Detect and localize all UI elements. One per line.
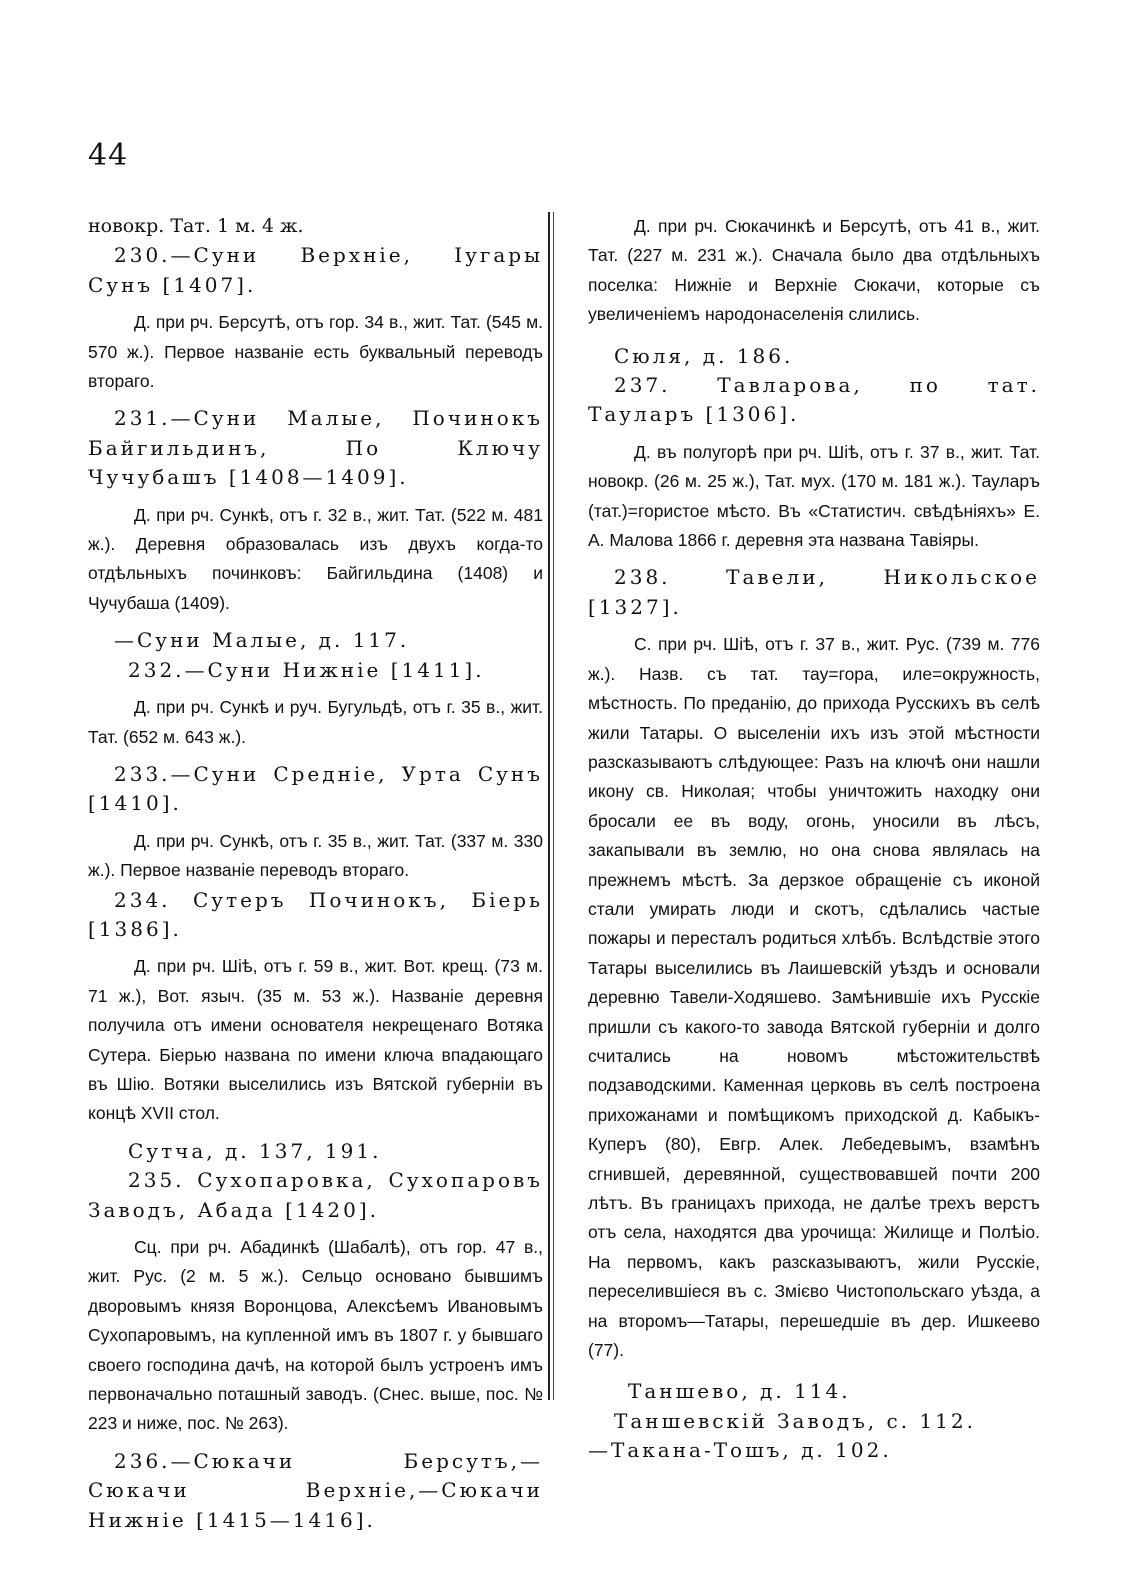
entry-233-heading: 233.—Суни Средніе, Урта Сунъ [1410]. bbox=[88, 761, 543, 816]
left-column bbox=[88, 212, 543, 1535]
entry-230-heading: 230.—Суни Верхніе, Іугары Сунъ [1407]. bbox=[88, 243, 543, 297]
entry-238-heading: 238. Тавели, Никольское [1327]. bbox=[588, 565, 1040, 619]
entry-231-body: Д. при рч. Сункѣ, отъ г. 32 в., жит. Тат. (522 м. 481 ж.). Деревня образовалась изъ двухъ когда-то отдѣльныхъ починковъ: Байгильдина (1408) и Чучубаша (1409). bbox=[88, 504, 543, 613]
column-divider bbox=[548, 212, 550, 1400]
reference-tashevskii-zavod: Таншевскій Заводъ, с. 112. bbox=[614, 1408, 976, 1433]
reference-sutcha: Сутча, д. 137, 191. bbox=[128, 1138, 382, 1163]
entry-231-heading: 231.—Суни Малые, Починокъ Байгильдинъ, По Ключу Чучубашъ [1408—1409]. bbox=[88, 406, 543, 490]
reference-takana-tosh: —Такана-Тошъ, д. 102. bbox=[588, 1438, 892, 1463]
entry-238-body: С. при рч. Шіѣ, отъ г. 37 в., жит. Рус. (739 м. 776 ж.). Назв. съ тат. тау=гора, иле=окружность, мѣстность. По преданію, до прихода Русскихъ въ селѣ жили Татары. О выселеніи ихъ изъ этой мѣстности разсказываютъ слѣдующее: Разъ на ключѣ они нашли икону св. Николая; чтобы уничтожить находку они бросали ее въ воду, огонь, уносили въ лѣсъ, закапывали въ землю, но она снова являлась на прежнемъ мѣстѣ. За дерзкое обращеніе съ иконой стали умирать люди и скотъ, сдѣлались частые пожары и пересталъ родиться хлѣбъ. Вслѣдствіе этого Татары выселились въ Лаишевскій уѣздъ и основали деревню Тавели-Ходяшево. Замѣнившіе ихъ Русскіе пришли съ какого-то завода Вятской губерніи и долго считались на новомъ мѣстожительствѣ подзаводскими. Каменная церковь въ селѣ построена прихожанами и помѣщикомъ приходской д. Кабыкъ-Куперъ (80), Евгр. Алек. Лебедевымъ, взамѣнъ сгнившей, деревянной, существовавшей почти 200 лѣтъ. Въ границахъ прихода, не далѣе трехъ верстъ отъ села, находятся два урочища: Жилище и Полѣіо. На первомъ, какъ разсказываютъ, жили Русскіе, переселившіеся въ с. Змієво Чистопольскаго уѣзда, а на второмъ—Татары, перешедшіе въ дер. Ишкеево (77). bbox=[588, 634, 1040, 1361]
entry-236-body: Д. при рч. Сюкачинкѣ и Берсутѣ, отъ 41 в., жит. Тат. (227 м. 231 ж.). Сначала было два отдѣльныхъ поселка: Нижніе и Верхніе Сюкачи, которые съ увеличеніемъ народонаселенія слились. bbox=[588, 216, 1040, 325]
page-number: 44 bbox=[88, 138, 129, 173]
reference-siulia: Сюля, д. 186. bbox=[614, 343, 794, 368]
right-column bbox=[588, 212, 1040, 1466]
entry-236-heading: 236.—Сюкачи Берсутъ,—Сюкачи Верхніе,—Сюкачи Нижніе [1415—1416]. bbox=[88, 1448, 543, 1532]
reference-tashevo: Таншево, д. 114. bbox=[628, 1379, 851, 1404]
entry-234-body: Д. при рч. Шіѣ, отъ г. 59 в., жит. Вот. крещ. (73 м. 71 ж.), Вот. языч. (35 м. 53 ж.). Названіе деревня получила отъ имени основателя некрещенаго Вотяка Сутера. Біерью названа по имени ключа впадающаго въ Шію. Вотяки выселились изъ Вятской губерніи въ концѣ XVII стол. bbox=[88, 956, 543, 1124]
entry-tail-line: новокр. Тат. 1 м. 4 ж. bbox=[88, 215, 304, 237]
reference-suni-malye: —Суни Малые, д. 117. bbox=[114, 628, 410, 653]
entry-233-body: Д. при рч. Сункѣ, отъ г. 35 в., жит. Тат. (337 м. 330 ж.). Первое названіе переводъ втораго. bbox=[88, 830, 543, 881]
entry-232-body: Д. при рч. Сункѣ и руч. Бугульдѣ, отъ г. 35 в., жит. Тат. (652 м. 643 ж.). bbox=[88, 697, 543, 747]
entry-237-body: Д. въ полугорѣ при рч. Шіѣ, отъ г. 37 в., жит. Тат. новокр. (26 м. 25 ж.), Тат. мух. (170 м. 181 ж.). Тауларъ (тат.)=гористое мѣсто. Въ «Статистич. свѣдѣніяхъ» Е. А. Малова 1866 г. деревня эта названа Тавіяры. bbox=[588, 441, 1040, 551]
entry-234-heading: 234. Сутеръ Починокъ, Біерь [1386]. bbox=[88, 887, 543, 941]
entry-237-heading: 237. Тавларова, по тат. Тауларъ [1306]. bbox=[588, 373, 1040, 427]
entry-230-body: Д. при рч. Берсутѣ, отъ гор. 34 в., жит. Тат. (545 м. 570 ж.). Первое названіе есть буквальный переводъ втораго. bbox=[88, 312, 543, 392]
entry-235-heading: 235. Сухопаровка, Сухопаровъ Заводъ, Абада [1420]. bbox=[88, 1168, 543, 1222]
entry-232-heading: 232.—Суни Нижніе [1411]. bbox=[128, 657, 485, 682]
entry-235-body: Сц. при рч. Абадинкѣ (Шабалѣ), отъ гор. 47 в., жит. Рус. (2 м. 5 ж.). Сельцо основано бывшимъ дворовымъ князя Воронцова, Алексѣемъ Ивановымъ Сухопаровымъ, на купленной имъ въ 1807 г. у бывшаго своего господина дачѣ, на которой былъ устроенъ имъ первоначально поташный заводъ. (Снес. выше, пос. № 223 и ниже, пос. № 263). bbox=[88, 1237, 543, 1434]
